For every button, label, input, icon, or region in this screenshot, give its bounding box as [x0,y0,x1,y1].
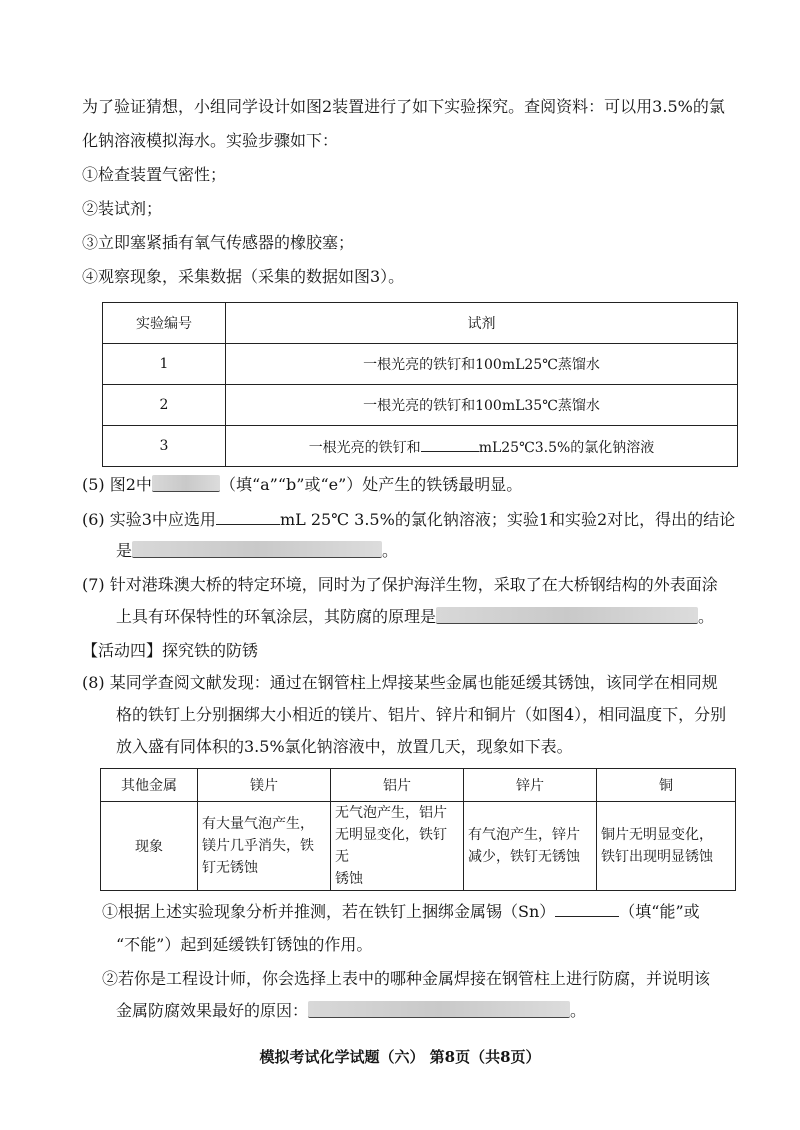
step-2: ②装试剂； [82,199,163,218]
header-copper: 铜 [597,769,736,802]
obs-line: 锈蚀 [335,871,363,887]
q6-post: mL 25℃ 3.5%的氯化钠溶液；实验1和实验2对比，得出的结论 [279,510,736,529]
question-8-line-3: 放入盛有同体积的3.5%氯化钠溶液中，放置几天，现象如下表。 [116,737,573,756]
obs-line: 无明显变化，铁钉无 [335,827,447,865]
header-other-metal: 其他金属 [101,769,198,802]
q5-post: （填“a”“b”或“e”）处产生的铁锈最明显。 [219,475,523,494]
obs-line: 钉无锈蚀 [202,860,258,876]
intro-line-1: 为了验证猜想，小组同学设计如图2装置进行了如下实验探究。查阅资料：可以用3.5%的氯 [82,97,725,116]
reagent-post: mL25℃3.5%的氯化钠溶液 [478,440,655,456]
answer-blank[interactable] [152,475,220,492]
sub-question-2-line-2 [116,1000,586,1022]
sub1-post: （填“能”或 [619,902,700,921]
observation-zinc [464,802,597,891]
page-footer: 模拟考试化学试题（六） 第8页（共8页） [259,1048,541,1066]
experiment-id: 1 [103,344,226,385]
intro-line-2: 化钠溶液模拟海水。实验步骤如下： [82,131,339,150]
header-zinc: 锌片 [464,769,597,802]
question-5 [82,474,522,496]
question-6-line-2 [116,540,398,562]
sub-question-2: ②若你是工程设计师，你会选择上表中的哪种金属焊接在钢管柱上进行防腐，并说明该 [102,969,711,988]
question-7: (7) 针对港珠澳大桥的特定环境，同时为了保护海洋生物，采取了在大桥钢结构的外表面涂 [82,575,718,594]
sub2-line2-post: 。 [570,1001,587,1020]
sub-question-1 [102,900,700,923]
answer-blank[interactable] [132,541,382,558]
experiment-id: 2 [103,385,226,426]
q5-pre: (5) 图2中 [82,475,152,494]
table-row [101,802,736,891]
obs-line: 镁片几乎消失，铁 [202,838,314,854]
table-row [103,426,738,467]
answer-blank[interactable] [216,508,280,525]
step-1: ①检查装置气密性； [82,165,227,184]
obs-line: 铜片无明显变化， [601,827,713,843]
observation-copper [597,802,736,891]
answer-blank[interactable] [308,1001,570,1018]
q6-line2-pre: 是 [116,541,133,560]
question-8-line-2: 格的铁钉上分别捆绑大小相近的镁片、铝片、锌片和铜片（如图4），相同温度下，分别 [116,705,727,724]
answer-blank[interactable] [555,900,619,917]
obs-line: 有气泡产生，锌片 [468,827,580,843]
table-header-row [101,769,736,802]
obs-line: 无气泡产生，铝片 [335,805,447,821]
table-row [103,344,738,385]
observation-aluminum [331,802,464,891]
question-6 [82,508,735,531]
sub2-line2-pre: 金属防腐效果最好的原因： [116,1001,309,1020]
row-label: 现象 [101,802,198,891]
header-aluminum: 铝片 [331,769,464,802]
q7-line2-pre: 上具有环保特性的环氧涂层，其防腐的原理是 [116,607,437,626]
observation-magnesium [198,802,331,891]
question-8: (8) 某同学查阅文献发现：通过在钢管柱上焊接某些金属也能延缓其锈蚀，该同学在相同规 [82,673,718,692]
question-7-line-2 [116,606,714,628]
q6-line2-post: 。 [382,541,399,560]
obs-line: 铁钉出现明显锈蚀 [601,849,713,865]
experiment-id: 3 [103,426,226,467]
sub1-pre: ①根据上述实验现象分析并推测，若在铁钉上捆绑金属锡（Sn） [102,902,556,921]
reagent-cell: 一根光亮的铁钉和100mL25℃蒸馏水 [226,344,738,385]
header-magnesium: 镁片 [198,769,331,802]
obs-line: 减少，铁钉无锈蚀 [468,849,580,865]
table-row [103,385,738,426]
obs-line: 有大量气泡产生， [202,816,314,832]
step-3: ③立即塞紧插有氧气传感器的橡胶塞； [82,233,355,252]
table-header-row [103,303,738,344]
step-4: ④观察现象，采集数据（采集的数据如图3）。 [82,267,405,286]
answer-blank[interactable] [436,607,698,624]
reagent-cell: 一根光亮的铁钉和100mL35℃蒸馏水 [226,385,738,426]
header-reagent: 试剂 [226,303,738,344]
reagent-table [102,302,738,467]
q7-line2-post: 。 [698,607,715,626]
header-experiment-number: 实验编号 [103,303,226,344]
answer-blank[interactable] [421,435,479,452]
reagent-cell [226,426,738,467]
reagent-pre: 一根光亮的铁钉和 [308,440,421,456]
metal-observation-table [100,768,736,891]
sub-question-1-line-2: “不能”）起到延缓铁钉锈蚀的作用。 [116,935,373,954]
q6-pre: (6) 实验3中应选用 [82,510,216,529]
activity-4-title: 【活动四】探究铁的防锈 [82,641,259,660]
